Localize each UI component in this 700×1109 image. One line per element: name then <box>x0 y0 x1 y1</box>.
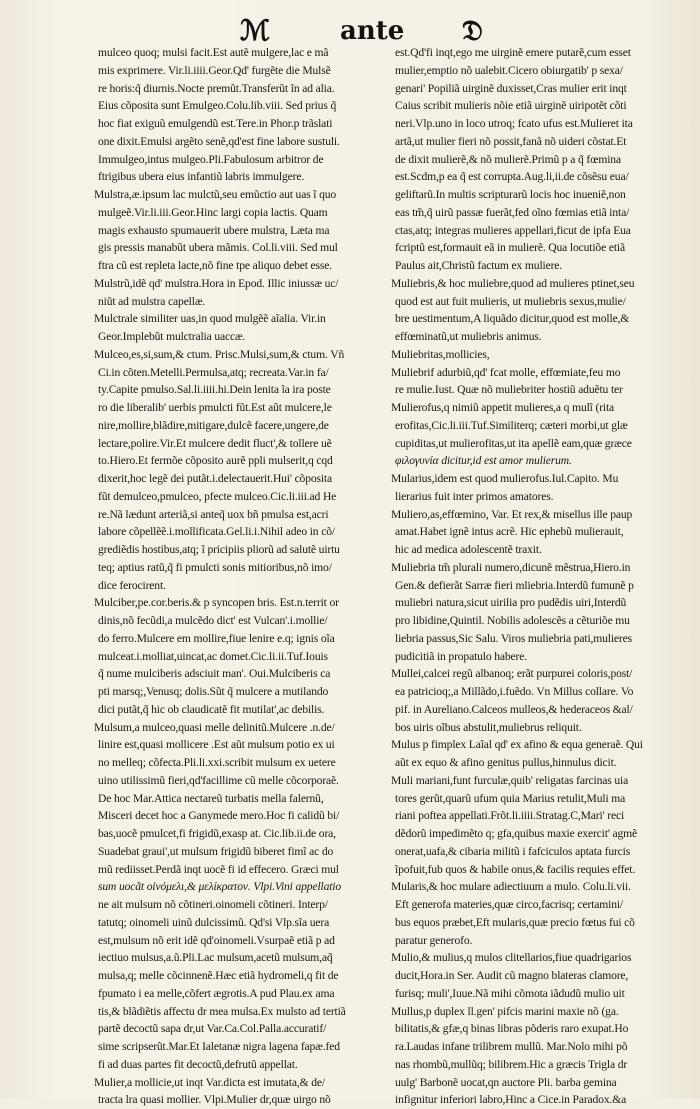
text-line: Paulus ait,Christũ factum ex muliere. <box>395 259 563 272</box>
entry-headword-line: Mulier,a mollicie,ut inqt Var.dicta est imutata,& de/ <box>94 1075 325 1089</box>
text-line: muliebri natura,sicut uirilia pro pudẽdis uiri,Interdũ <box>395 596 627 610</box>
text-line: mũ rediisset.Perdã inqt uocẽ fi id effecero. Græci mul <box>98 862 339 876</box>
entry-headword-line: Muli mariani,funt furculæ,quib' religatas farcinas uia <box>391 773 629 787</box>
text-line: mulceat.i.molliat,uincat,ac domet.Cic.li.ii.Tuf.Iouis <box>98 649 328 663</box>
entry-headword-line: Mulus p fimplex Laĩal qd' ex afino & equa generaẽ. Qui <box>391 738 643 752</box>
entry-headword-line: Mulsum,a mulceo,quasi melle delinitũ.Mulcere .n.de/ <box>94 720 335 734</box>
text-line: dici putãt,q̃ hic ob claudicatẽ fit mutilat',ac debilis. <box>98 702 325 716</box>
text-line: fcriptũ est,formauit eã in mulierẽ. Qua locutiõe etiã <box>395 241 625 255</box>
text-line: bre uestimentum,A liquãdo dicitur,quod est molle,& <box>395 312 630 326</box>
header-initial-left: ℳ <box>240 14 270 47</box>
entry-headword-line: Mularis,& hoc mulare adiectiuum a mulo. Colu.li.vii. <box>391 880 631 894</box>
entry-headword-line: Muliebris,& hoc muliebre,quod ad mulieres ptinet,seu <box>391 276 635 290</box>
text-line: dẽdorũ impedimẽto q; gfa,quibus maxie exercit' agmẽ <box>395 827 638 840</box>
text-line: ro die liberalib' uerbis pmulcti fũt.Est aũt mulcere,le <box>98 401 332 414</box>
text-line: eas tm̃,q̃ uirũ passæ fuerãt,fed oĩno fœmias etiã inta/ <box>395 205 630 219</box>
text-line: hic ad medica adolescentẽ traxit. <box>395 543 542 556</box>
entry-headword-line: Mulio,& mulius,q mulos clitellarios,fiue quadrigarios <box>391 951 632 965</box>
text-line: nas rhombũ,mullũq; bilibrem.Hic a græcis Trigla dr <box>395 1057 628 1071</box>
header-initial-right: 𝔇 <box>462 14 483 47</box>
left-text-column <box>86 44 376 1109</box>
text-line: Misceri decet hoc a Ganymede mero.Hoc fi calidũ bi/ <box>98 809 340 823</box>
entry-headword-line: Mulstrũ,idẽ qd' mulstra.Hora in Epod. Illic iniussæ uc/ <box>94 276 339 290</box>
text-line: bus equos præbet,Eft mularis,quæ precio fœtus fui cõ <box>395 915 635 929</box>
text-line: labore cõpellẽẽ.i.mollificata.Gel.li.i.Nihil adeo in cõ/ <box>98 525 335 539</box>
text-line: iectiuo mulsus,a.ũ.Pli.Lac mulsum,acetũ mulsum,aq̃ <box>98 951 333 965</box>
text-line: amat.Habet ignẽ intus acrẽ. Hic ephebũ mulierauit, <box>395 525 624 539</box>
text-line: ne ait mulsum nõ cõtineri.oinomeli cõtineri. Interp/ <box>98 898 328 911</box>
text-line: pro libidine,Quintil. Nobilis adolescẽs a cẽturiõe mu <box>395 614 630 627</box>
entry-headword-line: Mullei,calcei regũ albanoq; erãt purpurei coloris,post/ <box>391 667 633 681</box>
text-line: dixerit,hoc legẽ dei putãt.i.delectauerit.Hui' cõposita <box>98 472 333 485</box>
text-line: effœminatũ,ut muliebris animus. <box>395 330 542 343</box>
text-line: one dixit.Emulsi argẽto senẽ,qd'est fine labore sustuli. <box>98 134 340 148</box>
text-line: liebria passus,Sic Salu. Viros muliebria pati,mulieres <box>395 631 632 645</box>
text-line: mulsa,q; melle cõcinnenẽ.Hæc etiã hydromeli,q fit de <box>98 969 339 982</box>
text-line: partẽ decoctũ sapa dr,ut Var.Ca.Col.Palla.accuratif/ <box>98 1022 327 1036</box>
text-line: aũt ex equo & afino genitus pullus,hinnulus dicit. <box>395 756 617 769</box>
text-line: Geor.Implebũt mulctralia uaccæ. <box>98 330 246 343</box>
text-line: to.Hiero.Et fermõe cõposito aurẽ ppli mulserit,q cqd <box>98 454 333 468</box>
entry-headword-line: Mularius,idem est quod mulierofus.Iul.Capito. Mu <box>391 472 619 485</box>
right-text-column <box>383 44 680 1109</box>
text-line: tracta lra quasi mollier. Vlpi.Mulier dr,quæ uirgo nõ <box>98 1093 331 1107</box>
text-line: est,mulsum nõ erit idẽ qd'oinomeli.Vsurpaẽ etiã p ad <box>98 933 335 947</box>
text-line: Immulgeo,intus mulgeo.Pli.Fabulosum arbitror de <box>98 152 324 166</box>
text-line: lierarius fuit inter primos amatores. <box>395 489 554 503</box>
text-line: est.Qd'fi inqt,ego me uirginẽ emere putarẽ,cum esset <box>395 46 631 59</box>
text-line: Gen.& defierãt Sarræ fieri mliebria.Interdũ fumunẽ p <box>395 578 634 592</box>
text-line: uino utilissimũ fieri,qd'facillime cũ melle cõcorporaẽ. <box>98 773 339 787</box>
entry-headword-line: Muliebrif adurbiũ,qd' fcat molle, effœmiate,feu mo <box>391 365 621 379</box>
text-line: grediẽdis hostibus,atq; ĩ pricipiis pliorũ ad salutẽ uirtu <box>98 543 340 556</box>
text-line: est.Scdm,p ea q̃ est corrupta.Aug.li,ii.de cõsẽsu eua/ <box>395 170 629 184</box>
text-line: mis exprimere. Vir.li.iiii.Geor.Qd' furgẽte die Mulsẽ <box>98 63 331 77</box>
text-line: Eft generofa materies,quæ circo,facrisq; certamini/ <box>395 898 623 911</box>
text-line: fpumato i ea melle,cõfert ægrotis.A pud Plau.ex ama <box>98 986 335 1000</box>
text-line: quod est aut fuit mulieris, ut muliebris sexus,mulie/ <box>395 294 626 308</box>
text-line: bilitatis,& gfæ,q binas libras põderis raro exupat.Ho <box>395 1022 629 1036</box>
text-line: ftra cũ est repleta lacte,nõ fine tpe aliquo debet esse. <box>98 259 332 272</box>
text-line: pif. in Aureliano.Calceos mulleos,& hederaceos &al/ <box>395 702 633 716</box>
text-line: tis,& blãdiẽtis affectu dr mea mulsa.Ex mulsto ad tertiã <box>98 1004 346 1018</box>
text-line: ea patricioq;,a Millãdo,i.fuẽdo. Vn Millus collare. Vo <box>395 685 634 698</box>
text-line: ty.Capite pmulso.Sal.li.iiii.hi.Dein lenita ĩa ira poste <box>98 383 331 397</box>
text-line: bas,uocẽ pmulcet,fi frigidũ,exasp at. Cic.lib.ii.de ora, <box>98 827 336 840</box>
text-line: niũt ad mulstra capellæ. <box>98 294 206 308</box>
text-line: pti marsq;,Venusq; dolis.Sũt q̃ mulcere a mutilando <box>98 685 329 698</box>
text-line: fũt demulceo,pmulceo, pfecte mulceo.Cic.li.iii.ad He <box>98 489 337 503</box>
text-line: geliftarũ.In multis scripturarũ locis hoc inueniẽ,non <box>395 188 626 201</box>
text-line: erofitas,Cic.li.iii.Tuf.Similiterq; cæteri morbi,ut glæ <box>395 418 628 432</box>
text-line: ctas,atq; integras mulieres appellari,ficut de ipfa Eua <box>395 223 631 237</box>
text-line: De hoc Mar.Attica nectareũ turbatis mella falernũ, <box>98 791 324 805</box>
text-line: sum uocãt οἰνόμελι,& μελίκρατον. Vlpi.Vini appellatio <box>98 880 342 894</box>
text-line: onerat,uafa,& cibaria militũ i fafciculos aptata furcis <box>395 844 631 858</box>
text-line: dinis,nõ fecũdi,a mulcẽdo dict' est Vulcan'.i.mollie/ <box>98 614 328 627</box>
text-line: Suadebat graui',ut mulsum frigidũ biberet fimĩ ac do <box>98 844 334 858</box>
text-line: φιλογυνία dicitur,id est amor mulierum. <box>395 454 572 468</box>
entry-headword-line: Mulctrale similiter uas,in quod mulgẽẽ aĩalia. Vir.in <box>94 312 326 326</box>
text-line: neri.Vlp.uno in loco utroq; fcato ufus est.Mulieret ita <box>395 117 633 130</box>
entry-headword-line: Mullus,p duplex ll.gen' pifcis marini maxie nõ (ga. <box>391 1004 619 1018</box>
entry-headword-line: Mulierofus,q nimiũ appetit mulieres,a q mulĩ (rita <box>391 401 615 414</box>
text-line: gis pressis manabũt ubera mãmis. Col.li.viii. Sed mul <box>98 241 338 255</box>
text-line: ftrigibus ubera eius infantiũ labris immulgere. <box>98 170 305 184</box>
text-line: do ferro.Mulcere em mollire,fiue lenire e.q; ignis oĩa <box>98 631 335 645</box>
text-line: magis exhausto spumauerit ubere mulstra, Læta ma <box>98 223 330 237</box>
header-title: ante <box>340 16 405 46</box>
text-line: uulg' Barbonẽ uocat,qn auctore Pli. barba gemina <box>395 1075 617 1089</box>
text-line: ĩpofuit,fub quos & habile onus,& facilis requies effet. <box>395 862 636 876</box>
text-line: mulier,emptio nõ ualebit.Cicero obiurgatib' p sexa/ <box>395 63 623 77</box>
text-line: Caius scribit mulieris nõie etiã uirginẽ uiripotẽt cõti <box>395 99 627 113</box>
text-line: Eius cõposita sunt Emulgeo.Colu.lib.viii. Sed prius q̃ <box>98 99 337 113</box>
text-line: ra.Laudas infane trilibrem mullũ. Mar.Nolo mihi põ <box>395 1040 628 1053</box>
entry-headword-line: Mulstra,æ.ipsum lac mulctũ,seu emũctio aut uas ĩ quo <box>94 188 337 201</box>
text-line: genari' Popiliã uirginẽ duxisset,Cras mulier erit inqt <box>395 81 627 95</box>
text-line: artã,ut mulier fieri nõ possit,fanã nõ uideri cõstat.Et <box>395 134 627 148</box>
text-line: lectare,polire.Vir.Et mulcere dedit fluct',& tollere uẽ <box>98 436 332 450</box>
text-line: tores gerũt,quarũ ufum quia Marius retulit,Muli ma <box>395 791 626 805</box>
entry-headword-line: Muliero,as,effœmino, Var. Et rex,& misellus ille paup <box>391 507 633 521</box>
text-line: furisq; muli',Iuue.Nã mihi cõmota iãdudũ mulio uit <box>395 986 625 1000</box>
text-line: ducit,Hora.in Ser. Audit cũ magno blateras clamore, <box>395 969 629 982</box>
text-line: mulgeẽ.Vir.li.iii.Geor.Hinc largi copia lactis. Quam <box>98 205 328 219</box>
text-line: teq; aptius ratũ,q̃ fi pmulcti sonis mitioribus,nõ imo/ <box>98 560 332 574</box>
text-line: sime scripserũt.Mar.Et Ialetanæ nigra lagena fapæ.fed <box>98 1040 340 1053</box>
text-line: pudicitiã in propatulo habere. <box>395 649 528 663</box>
text-line: re mulie.Iust. Quæ nõ muliebriter hostiũ aduẽtu ter <box>395 383 623 397</box>
text-line: nire,mollire,blãdire,mitigare,dulcẽ facere,ungere,de <box>98 418 329 432</box>
text-line: hoc fiat exiguũ emulgendũ est.Tere.in Phor.p trãslati <box>98 117 333 130</box>
text-line: re horis:q̃ diurnis.Nocte premũt.Transferũt ĩn ad alia. <box>98 81 335 95</box>
text-line: infignitur inferiori labro,Hinc a Cice.in Paradox.&a <box>395 1093 627 1107</box>
text-line: fi ad duas partes fit decoctũ,defrutũ appellat. <box>98 1057 298 1071</box>
text-line: Ci.in cõten.Metelli.Permulsa,atq; recreata.Var.in fa/ <box>98 365 329 379</box>
entry-headword-line: Muliebria tm̃ plurali numero,dicunẽ mẽstrua,Hiero.in <box>391 560 631 574</box>
text-line: cupiditas,ut mulierofitas,ut ita apellẽ eam,quæ græce <box>395 436 632 450</box>
entry-headword-line: Muliebritas,mollicies, <box>391 347 490 361</box>
text-line: paratur generofo. <box>395 933 473 947</box>
text-line: bos uiris oĩbus abstulit,muliebrus reliquit. <box>395 720 582 734</box>
text-line: re.Nã lædunt arteriã,si anteq̃ uox bñ pmulsa est,acri <box>98 507 329 521</box>
text-line: mulceo quoq; mulsi facit.Est autẽ mulgere,lac e mã <box>98 46 329 59</box>
text-line: q̃ nume mulciberis adsciuit man'. Oui.Mulciberis ca <box>98 667 331 681</box>
entry-headword-line: Mulciber,pe.cor.beris.& p syncopen bris. Est.n.territ or <box>94 596 339 610</box>
entry-headword-line: Mulceo,es,si,sum,& ctum. Prisc.Mulsi,sum,& ctum. Vñ <box>94 347 345 361</box>
text-line: riani poftea appellati.Frõt.li.iiii.Stratag.C,Mari' reci <box>395 809 625 823</box>
text-line: de dixit mulierẽ,& nõ mulierẽ.Primũ p a q̃ fœmina <box>395 152 621 166</box>
text-line: no melleq; cõfecta.Pli.li.xxi.scribit mulsum ex uetere <box>98 756 336 769</box>
text-line: linire est,quasi mollicere .Est aũt mulsum potio ex ui <box>98 738 335 752</box>
text-line: dice ferocirent. <box>98 578 166 592</box>
text-line: tatutq; oinomeli uinũ dulcissimũ. Qd'si Vlp.sĩa uera <box>98 915 330 929</box>
